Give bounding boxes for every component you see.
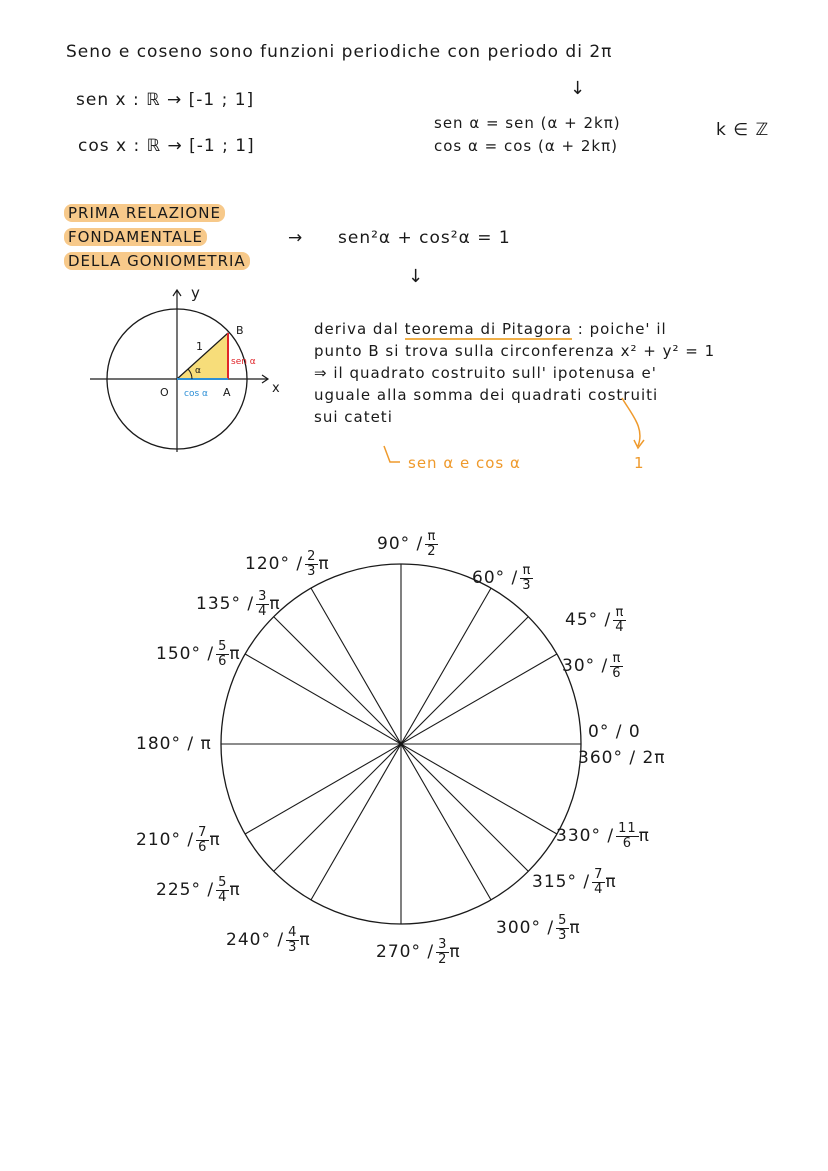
note-sen-cos: sen α e cos α bbox=[408, 454, 521, 472]
angle-label-30: 30° / $\frac{\pi}{6}$ bbox=[562, 651, 622, 681]
relation-title-line1: PRIMA RELAZIONE bbox=[64, 206, 225, 221]
point-a-label: A bbox=[223, 386, 231, 399]
explanation-line-3: ⇒ il quadrato costruito sull' ipotenusa e' bbox=[314, 364, 657, 382]
pointer-cateti bbox=[384, 446, 400, 462]
relation-title-line3: DELLA GONIOMETRIA bbox=[64, 254, 250, 269]
period-cos: cos α = cos (α + 2kπ) bbox=[434, 137, 618, 155]
angle-label-360: 360° / 2π bbox=[578, 748, 666, 768]
angle-label-90: 90° / $\frac{\pi}{2}$ bbox=[377, 529, 437, 559]
explanation-line-2: punto B si trova sulla circonferenza x² + y² = 1 bbox=[314, 342, 716, 360]
relation-title-line2: FONDAMENTALE bbox=[64, 230, 207, 245]
period-arrow-down: ↓ bbox=[570, 78, 587, 99]
angle-label-315: 315° / $\frac{7}{4}$ π bbox=[532, 867, 617, 897]
angle-label-45: 45° / $\frac{\pi}{4}$ bbox=[565, 605, 625, 635]
angle-label-225: 225° / $\frac{5}{4}$ π bbox=[156, 875, 241, 905]
point-b-label: B bbox=[236, 324, 244, 337]
k-set: k ∈ ℤ bbox=[716, 120, 770, 140]
explanation-line-5: sui cateti bbox=[314, 408, 393, 426]
formula-arrow-down: ↓ bbox=[408, 266, 425, 287]
sin-label: sen α bbox=[231, 357, 256, 367]
fundamental-formula: sen²α + cos²α = 1 bbox=[338, 228, 511, 248]
angle-label-240: 240° / $\frac{4}{3}$ π bbox=[226, 925, 311, 955]
angle-label-180: 180° / π bbox=[136, 734, 212, 754]
angle-label-0: 0° / 0 bbox=[588, 722, 641, 742]
intro-line: Seno e coseno sono funzioni periodiche con periodo di 2π bbox=[66, 42, 613, 62]
period-sen: sen α = sen (α + 2kπ) bbox=[434, 114, 621, 132]
angle-label-330: 330° / $\frac{11}{6}$ π bbox=[556, 821, 650, 851]
axis-x-label: x bbox=[272, 381, 280, 396]
angle-label-210: 210° / $\frac{7}{6}$ π bbox=[136, 825, 221, 855]
angle-label: α bbox=[195, 366, 201, 376]
cos-label: cos α bbox=[184, 389, 208, 399]
origin-label: O bbox=[160, 386, 169, 399]
radius-label: 1 bbox=[196, 340, 203, 353]
angle-label-120: 120° / $\frac{2}{3}$ π bbox=[245, 549, 330, 579]
note-one: 1 bbox=[634, 454, 645, 472]
explanation-line-4: uguale alla somma dei quadrati costruiti bbox=[314, 386, 659, 404]
explanation-line-1: deriva dal teorema di Pitagora : poiche' il bbox=[314, 320, 667, 338]
angle-label-60: 60° / $\frac{\pi}{3}$ bbox=[472, 563, 532, 593]
angle-label-150: 150° / $\frac{5}{6}$ π bbox=[156, 639, 241, 669]
relation-arrow: → bbox=[288, 228, 304, 248]
pointer-ipotenusa bbox=[622, 398, 640, 446]
axis-y-label: y bbox=[191, 284, 200, 302]
sen-domain: sen x : ℝ → [-1 ; 1] bbox=[76, 90, 255, 110]
angle-label-270: 270° / $\frac{3}{2}$ π bbox=[376, 937, 461, 967]
angle-label-135: 135° / $\frac{3}{4}$ π bbox=[196, 589, 281, 619]
cos-domain: cos x : ℝ → [-1 ; 1] bbox=[78, 136, 255, 156]
angle-label-300: 300° / $\frac{5}{3}$ π bbox=[496, 913, 581, 943]
